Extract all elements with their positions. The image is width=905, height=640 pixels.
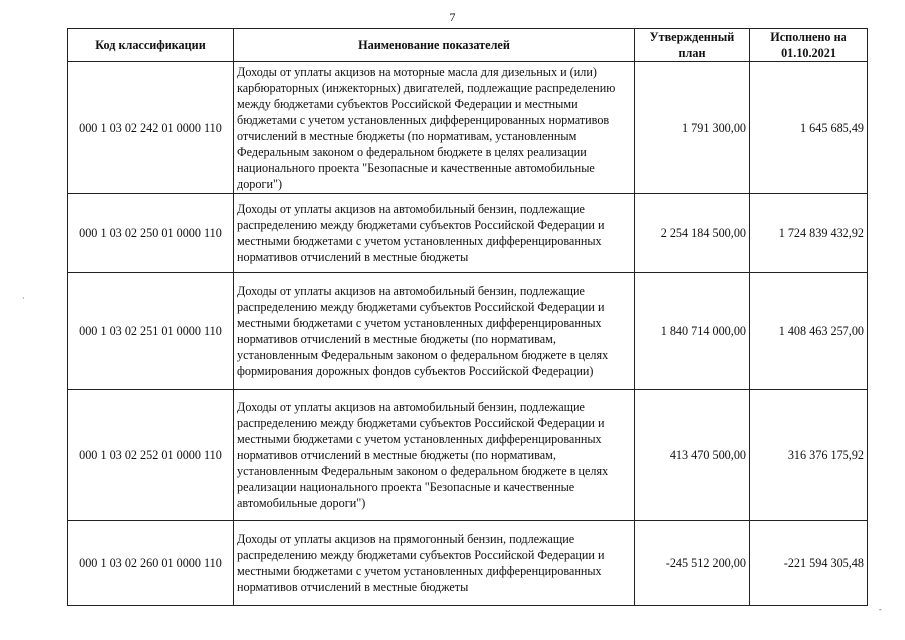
- row-code: 000 1 03 02 250 01 0000 110: [68, 194, 234, 273]
- scan-speck: -: [879, 605, 882, 614]
- row-name: Доходы от уплаты акцизов на прямогонный бензин, подлежащие распределению между бюджетами субъектов Российской Федерации и местными бюджетами с учетом установленных дифференцированных нормативов отчислений в местные бюджеты: [234, 521, 635, 606]
- header-code: Код классификации: [68, 29, 234, 62]
- row-code: 000 1 03 02 251 01 0000 110: [68, 273, 234, 390]
- row-code: 000 1 03 02 252 01 0000 110: [68, 390, 234, 521]
- table-row: [68, 273, 868, 390]
- row-executed: 1 724 839 432,92: [750, 194, 868, 273]
- revenue-table: [67, 28, 868, 606]
- row-name: Доходы от уплаты акцизов на моторные масла для дизельных и (или) карбюраторных (инжекторных) двигателей, подлежащие распределению между бюджетами субъектов Российской Федерации и местными бюджетами с учетом установленных дифференцированных нормативов отчислений в местные бюджеты (по нормативам, установленным Федеральным законом о федеральном бюджете в целях реализации национального проекта "Безопасные и качественные автомобильные дороги"): [234, 62, 635, 194]
- row-plan: 2 254 184 500,00: [635, 194, 750, 273]
- table-header-row: [68, 29, 868, 62]
- row-plan: 1 791 300,00: [635, 62, 750, 194]
- row-name: Доходы от уплаты акцизов на автомобильный бензин, подлежащие распределению между бюджетами субъектов Российской Федерации и местными бюджетами с учетом установленных дифференцированных нормативов отчислений в местные бюджеты (по нормативам, установленным Федеральным законом о федеральном бюджете в целях формирования дорожных фондов субъектов Российской Федерации): [234, 273, 635, 390]
- table-row: [68, 390, 868, 521]
- row-plan: 1 840 714 000,00: [635, 273, 750, 390]
- row-executed: -221 594 305,48: [750, 521, 868, 606]
- row-executed: 1 408 463 257,00: [750, 273, 868, 390]
- row-plan: 413 470 500,00: [635, 390, 750, 521]
- row-plan: -245 512 200,00: [635, 521, 750, 606]
- row-executed: 1 645 685,49: [750, 62, 868, 194]
- table-row: [68, 62, 868, 194]
- row-name: Доходы от уплаты акцизов на автомобильный бензин, подлежащие распределению между бюджетами субъектов Российской Федерации и местными бюджетами с учетом установленных дифференцированных нормативов отчислений в местные бюджеты (по нормативам, установленным Федеральным законом о федеральном бюджете в целях реализации национального проекта "Безопасные и качественные автомобильные дороги"): [234, 390, 635, 521]
- scan-speck: ·: [22, 294, 25, 303]
- row-code: 000 1 03 02 242 01 0000 110: [68, 62, 234, 194]
- row-name: Доходы от уплаты акцизов на автомобильный бензин, подлежащие распределению между бюджетами субъектов Российской Федерации и местными бюджетами с учетом установленных дифференцированных нормативов отчислений в местные бюджеты: [234, 194, 635, 273]
- row-code: 000 1 03 02 260 01 0000 110: [68, 521, 234, 606]
- page-number: 7: [449, 10, 456, 24]
- table-row: [68, 521, 868, 606]
- row-executed: 316 376 175,92: [750, 390, 868, 521]
- header-executed: Исполнено на 01.10.2021: [750, 29, 868, 62]
- table-row: [68, 194, 868, 273]
- header-plan: Утвержденный план: [635, 29, 750, 62]
- header-name: Наименование показателей: [234, 29, 635, 62]
